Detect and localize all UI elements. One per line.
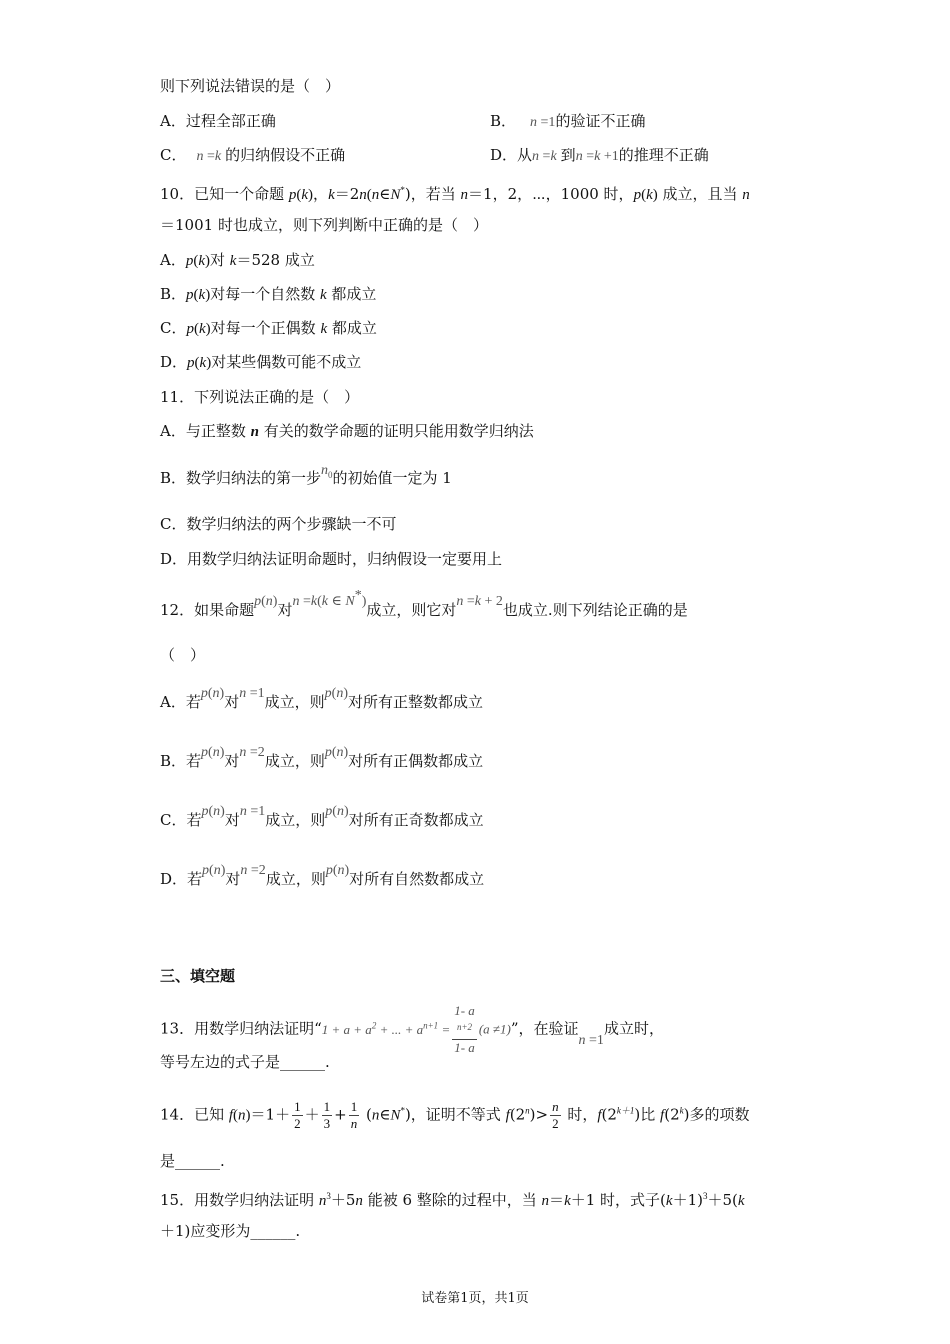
q9-option-d: D．从n =k 到n =k +1的推理不正确 <box>490 146 709 164</box>
q11-option-d: D．用数学归纳法证明命题时，归纳假设一定要用上 <box>160 550 503 568</box>
q11-stem: 11．下列说法正确的是（ ） <box>160 388 360 406</box>
q15-stem: 15．用数学归纳法证明 $n^3+5n$ 能被 6 整除的过程中，当 n＝k＋1 时，式子$(k+1)^3+5(k$ <box>160 1191 745 1209</box>
q10-option-a: A．p(k)对 k＝528 成立 <box>160 251 315 269</box>
q11-option-b: B．数学归纳法的第一步$n_0$的初始值一定为 1 <box>160 463 452 487</box>
q9-stem: 则下列说法错误的是（ ） <box>160 77 341 95</box>
q9-option-b: B． n =1的验证不正确 <box>490 112 646 130</box>
q15-line2: ＋1)应变形为______. <box>160 1222 301 1240</box>
q11-option-c: C．数学归纳法的两个步骤缺一不可 <box>160 515 397 533</box>
q12-option-a: A．若p(n)对n =1成立，则p(n)对所有正整数都成立 <box>160 686 483 711</box>
q9-option-c: C． n =k 的归纳假设不正确 <box>160 146 346 164</box>
section-title-fill-blank: 三、填空题 <box>160 967 236 985</box>
q12-option-b: B．若p(n)对n =2成立，则p(n)对所有正偶数都成立 <box>160 745 484 770</box>
q14-line2: 是______. <box>160 1152 225 1170</box>
q12-option-d: D．若p(n)对n =2成立，则p(n)对所有自然数都成立 <box>160 863 485 888</box>
q11-option-a: A．与正整数 n 有关的数学命题的证明只能用数学归纳法 <box>160 422 534 440</box>
q12-stem: 12．如果命题p(n)对n =k(k ∈ N*)成立，则它对n =k + 2也成立.则下列结论正确的是 <box>160 588 688 619</box>
q12-answer-paren: （ ） <box>160 646 206 664</box>
q9-option-a: A．过程全部正确 <box>160 112 276 130</box>
q13-stem: 13．用数学归纳法证明“$1 + a + a^2$ + ... + $a^{n+1}$ = 1- a $^{n+2}$ 1- a (a ≠1)”，在验证n =1成立时， <box>160 1003 664 1056</box>
q10-option-c: C．p(k)对每一个正偶数 k 都成立 <box>160 319 377 337</box>
q10-option-b: B．p(k)对每一个自然数 k 都成立 <box>160 285 377 303</box>
q10-stem-line2: ＝1001 时也成立，则下列判断中正确的是（ ） <box>160 216 488 234</box>
q10-stem-line1: 10．已知一个命题 p(k)，k＝2n(n∈N*)，若当 n＝1，2，⋯，1000 时，p(k) 成立，且当 n <box>160 185 750 203</box>
q12-option-c: C．若p(n)对n =1成立，则p(n)对所有正奇数都成立 <box>160 804 484 829</box>
q10-option-d: D．p(k)对某些偶数可能不成立 <box>160 353 362 371</box>
page-footer: 试卷第1页，共1页 <box>421 1291 529 1306</box>
q14-stem: 14．已知 f(n)＝1＋ $\frac{1}{2}$ ＋ $\frac{1}{3}$ + $\frac{1}{n}$ (n∈N*)，证明不等式 $f(2^n)>$ $\frac{n}{2}$ 时，$f(2^{k+1})$比 f(2$^k$)多的项数 <box>160 1099 750 1131</box>
q13-fraction: 1- a $^{n+2}$ 1- a <box>454 1003 475 1056</box>
q13-line2: 等号左边的式子是______. <box>160 1053 330 1071</box>
